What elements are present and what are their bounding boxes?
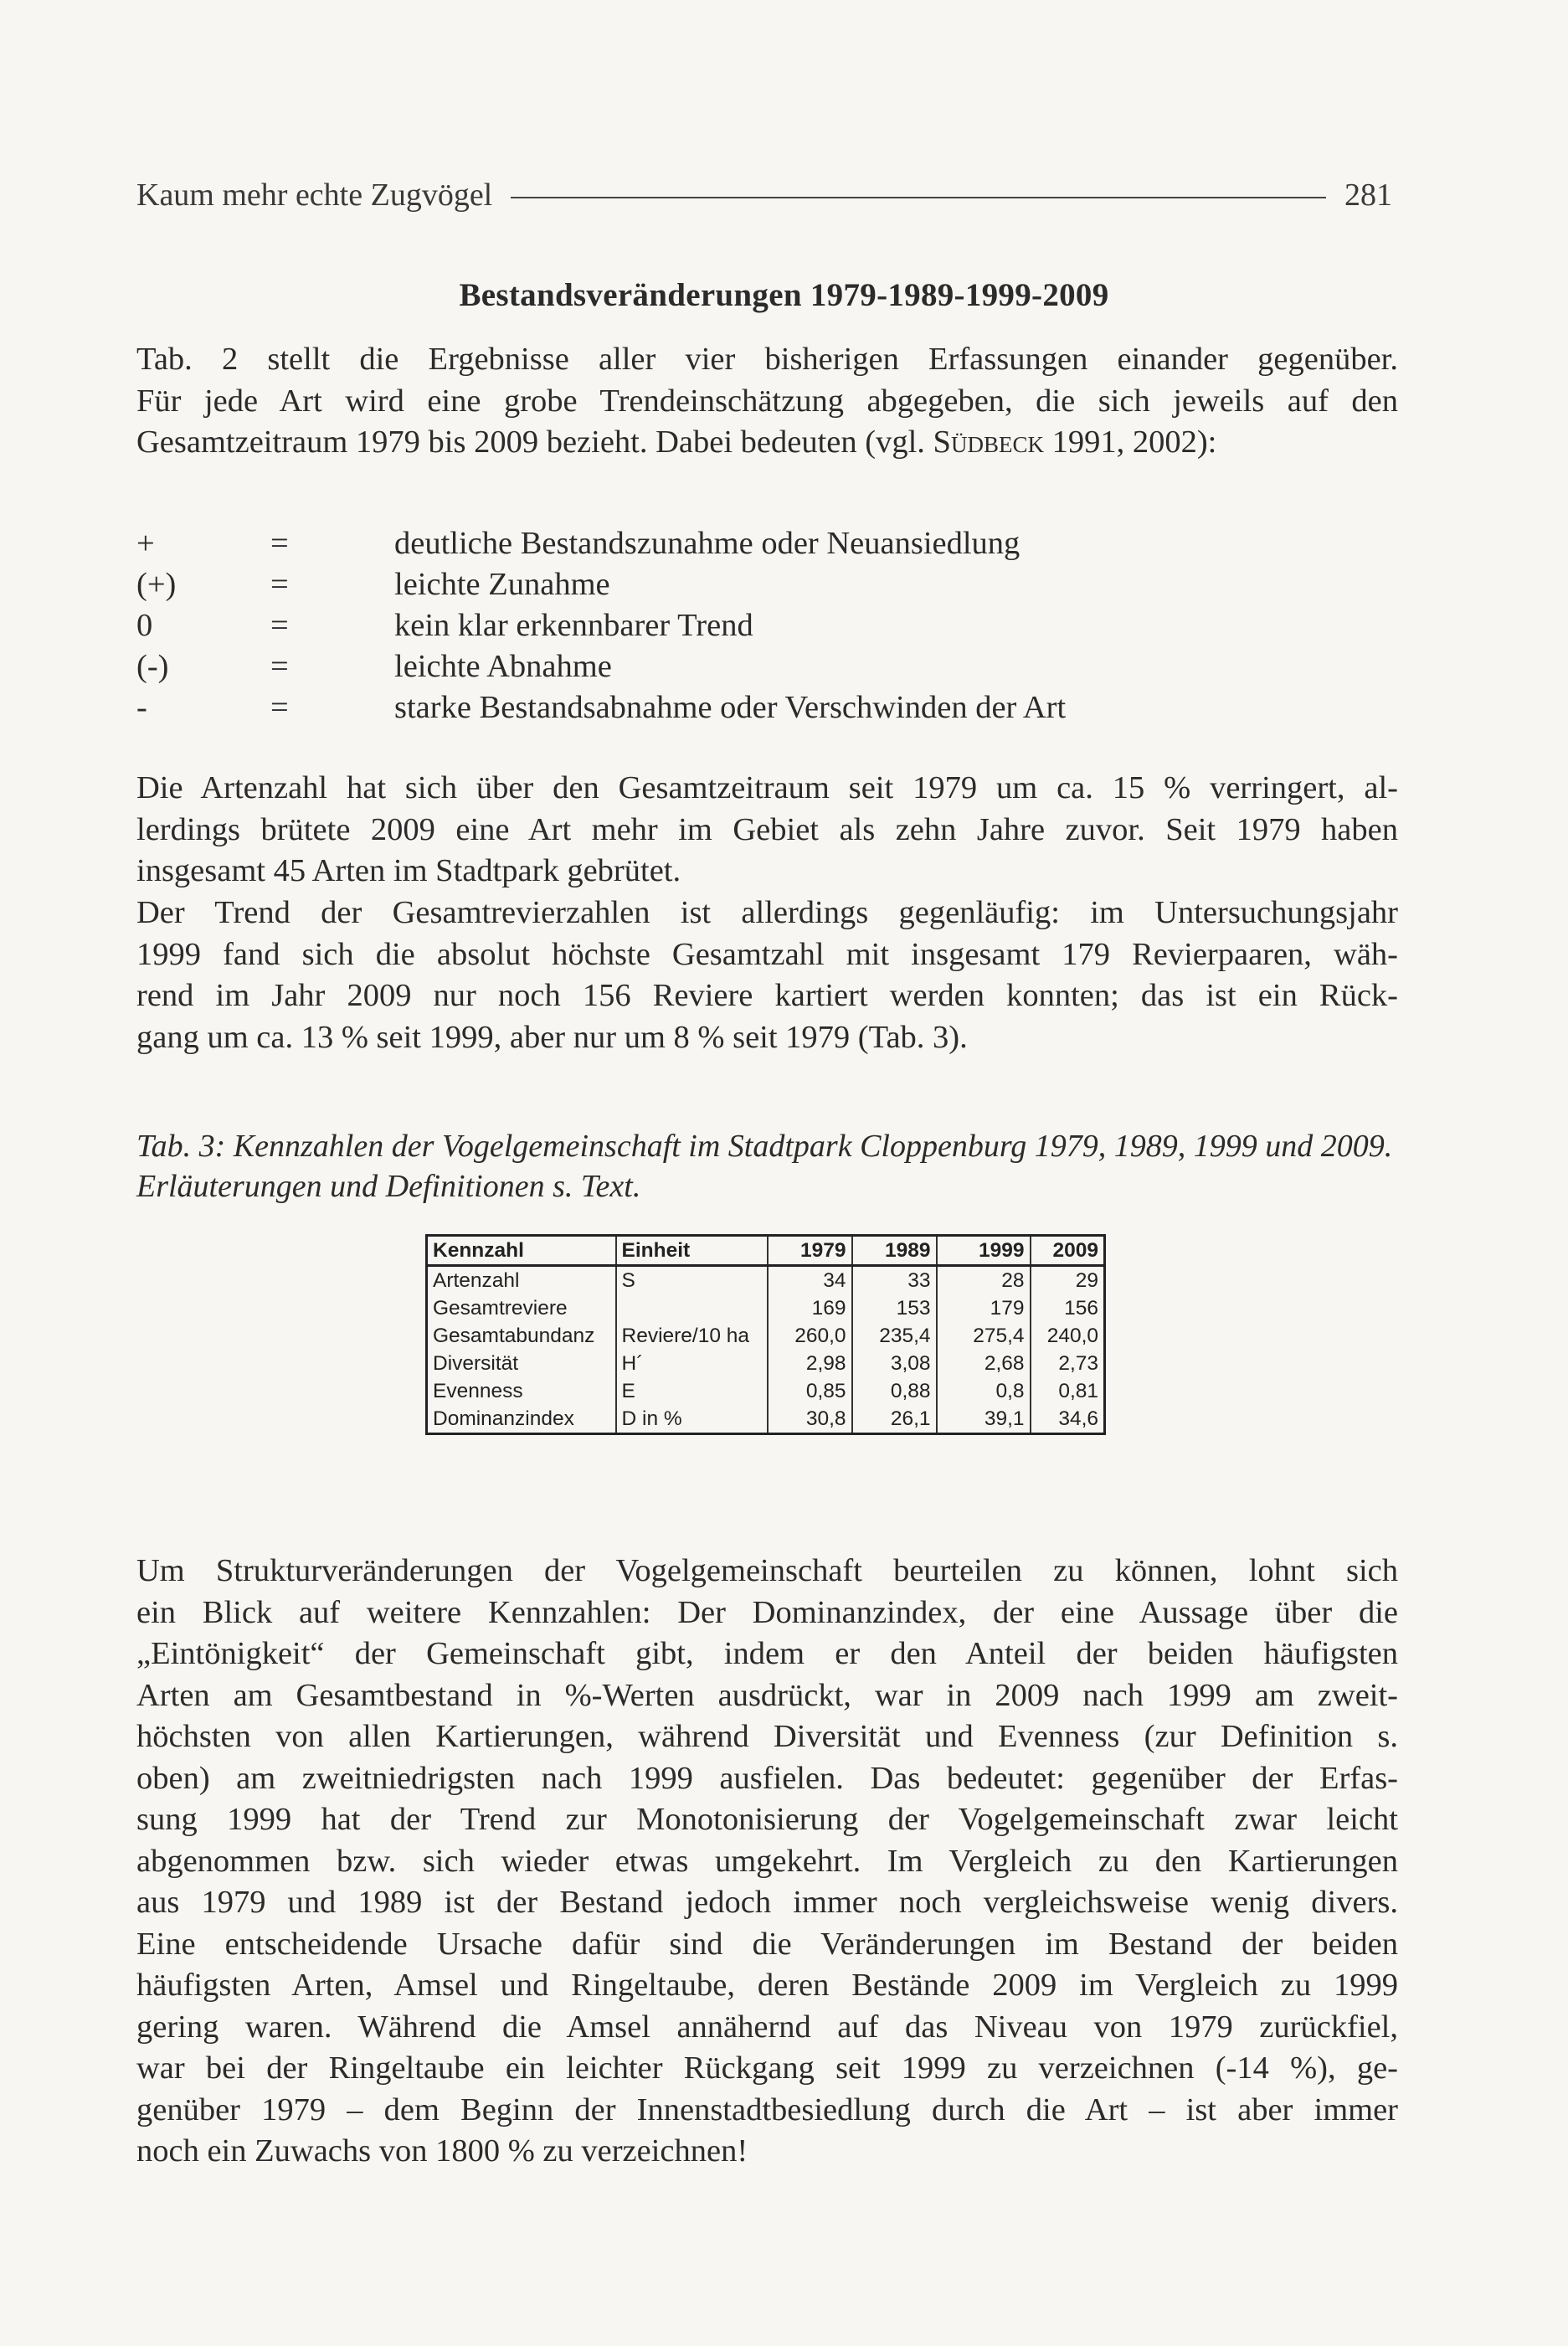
running-header: [136, 174, 1392, 216]
legend-symbol: (+): [136, 567, 177, 602]
text-line: „Eintönigkeit“ der Gemeinschaft gibt, indem er den Anteil der beiden häufigsten: [136, 1636, 1398, 1671]
table-cell: 0,88: [852, 1377, 937, 1405]
caption-line: Erläuterungen und Definitionen s. Text.: [136, 1169, 641, 1204]
author-citation: Südbeck: [933, 424, 1044, 460]
column-header: 1979: [768, 1236, 852, 1266]
text-line: insgesamt 45 Arten im Stadtpark gebrütet.: [136, 853, 681, 888]
table-cell: 29: [1031, 1266, 1105, 1295]
text-line: aus 1979 und 1989 ist der Bestand jedoch immer noch vergleichsweise wenig divers.: [136, 1885, 1398, 1920]
table-container: [425, 1234, 1106, 1435]
table-cell: 2,68: [937, 1350, 1031, 1377]
column-header: 1989: [852, 1236, 937, 1266]
table-row: [427, 1377, 1105, 1405]
text-line: ein Blick auf weitere Kennzahlen: Der Dominanzindex, der eine Aussage über die: [136, 1594, 1398, 1630]
table-cell: 260,0: [768, 1322, 852, 1350]
table-cell: 0,8: [937, 1377, 1031, 1405]
legend-equals: =: [270, 567, 289, 602]
text-line: höchsten von allen Kartierungen, während Diversität und Evenness (zur Definition s.: [136, 1719, 1398, 1754]
table-header-row: [427, 1236, 1105, 1266]
table-row: [427, 1294, 1105, 1322]
table-cell: Gesamtreviere: [427, 1294, 616, 1322]
table-cell: Artenzahl: [427, 1266, 616, 1295]
table-cell: 169: [768, 1294, 852, 1322]
column-header: 2009: [1031, 1236, 1105, 1266]
text-line: Arten am Gesamtbestand in %-Werten ausdrückt, war in 2009 nach 1999 am zweit-: [136, 1677, 1398, 1713]
legend-row: [136, 687, 1392, 728]
text-line: gering waren. Während die Amsel annähernd auf das Niveau von 1979 zurückfiel,: [136, 2009, 1398, 2045]
legend-row: [136, 605, 1392, 646]
key-figures-table: [425, 1234, 1106, 1435]
text-line: oben) am zweitniedrigsten nach 1999 ausfielen. Das bedeutet: gegenüber der Erfas-: [136, 1760, 1398, 1796]
structure-paragraph: [136, 1551, 1398, 2173]
legend-equals: =: [270, 608, 289, 643]
text-line: Für jede Art wird eine grobe Trendeinschätzung abgegeben, die sich jeweils auf den: [136, 383, 1398, 419]
text-line: gang um ca. 13 % seit 1999, aber nur um 8 % seit 1979 (Tab. 3).: [136, 1019, 968, 1055]
table-cell: E: [616, 1377, 768, 1405]
legend-description: starke Bestandsabnahme oder Verschwinden der Art: [394, 690, 1067, 725]
text-line: lerdings brütete 2009 eine Art mehr im Gebiet als zehn Jahre zuvor. Seit 1979 haben: [136, 811, 1398, 847]
table-cell: 26,1: [852, 1405, 937, 1434]
legend-symbol: 0: [136, 608, 153, 643]
text-line: war bei der Ringeltaube ein leichter Rückgang seit 1999 zu verzeichnen (-14 %), ge-: [136, 2050, 1398, 2086]
text-line: häufigsten Arten, Amsel und Ringeltaube, deren Bestände 2009 im Vergleich zu 1999: [136, 1968, 1398, 2003]
table-cell: 2,73: [1031, 1350, 1105, 1377]
text-fragment: 1991, 2002):: [1043, 424, 1217, 460]
legend-equals: =: [270, 526, 289, 561]
table-cell: Dominanzindex: [427, 1405, 616, 1434]
table-caption: [136, 1126, 1398, 1206]
table-cell: 153: [852, 1294, 937, 1322]
table-cell: 156: [1031, 1294, 1105, 1322]
legend-symbol: +: [136, 526, 155, 561]
page-number: 281: [1344, 177, 1392, 213]
table-cell: 30,8: [768, 1405, 852, 1434]
text-line: Tab. 2 stellt die Ergebnisse aller vier bisherigen Erfassungen einander gegenüber.: [136, 342, 1398, 377]
territory-trend-paragraph: [136, 893, 1398, 1058]
text-line: rend im Jahr 2009 nur noch 156 Reviere kartiert werden konnten; das ist ein Rück-: [136, 978, 1398, 1013]
text-line: genüber 1979 – dem Beginn der Innenstadtbesiedlung durch die Art – ist aber immer: [136, 2091, 1398, 2127]
table-row: [427, 1405, 1105, 1434]
text-line: Eine entscheidende Ursache dafür sind die Veränderungen im Bestand der beiden: [136, 1926, 1398, 1962]
table-cell: 2,98: [768, 1350, 852, 1377]
text-line: Um Strukturveränderungen der Vogelgemeinschaft beurteilen zu können, lohnt sich: [136, 1553, 1398, 1588]
legend-symbol: -: [136, 690, 147, 725]
column-header: Kennzahl: [427, 1236, 616, 1266]
table-row: [427, 1266, 1105, 1295]
table-row: [427, 1322, 1105, 1350]
legend-row: [136, 564, 1392, 605]
column-header: 1999: [937, 1236, 1031, 1266]
table-cell: Diversität: [427, 1350, 616, 1377]
text-line: Die Artenzahl hat sich über den Gesamtzeitraum seit 1979 um ca. 15 % verringert, al-: [136, 770, 1398, 805]
trend-legend: [136, 523, 1392, 728]
table-cell: 275,4: [937, 1322, 1031, 1350]
legend-equals: =: [270, 649, 289, 684]
legend-row: [136, 523, 1392, 564]
section-heading: Bestandsveränderungen 1979-1989-1999-2009: [459, 277, 1109, 313]
text-line: [136, 422, 1398, 464]
table-cell: 179: [937, 1294, 1031, 1322]
table-cell: 28: [937, 1266, 1031, 1295]
table-cell: 39,1: [937, 1405, 1031, 1434]
text-line: sung 1999 hat der Trend zur Monotonisierung der Vogelgemeinschaft zwar leicht: [136, 1802, 1398, 1837]
header-rule: [511, 197, 1326, 198]
text-line: abgenommen bzw. sich wieder etwas umgekehrt. Im Vergleich zu den Kartierungen: [136, 1843, 1398, 1879]
legend-description: kein klar erkennbarer Trend: [394, 608, 753, 643]
table-cell: 33: [852, 1266, 937, 1295]
table-cell: 240,0: [1031, 1322, 1105, 1350]
table-cell: 3,08: [852, 1350, 937, 1377]
text-line: Der Trend der Gesamtrevierzahlen ist allerdings gegenläufig: im Untersuchungsjahr: [136, 895, 1398, 930]
intro-paragraph: [136, 339, 1398, 464]
caption-line: Tab. 3: Kennzahlen der Vogelgemeinschaft im Stadtpark Cloppenburg 1979, 1989, 1999 und 2009.: [136, 1129, 1393, 1164]
table-cell: H´: [616, 1350, 768, 1377]
column-header: Einheit: [616, 1236, 768, 1266]
legend-description: leichte Abnahme: [394, 649, 612, 684]
table-cell: 0,85: [768, 1377, 852, 1405]
table-cell: Reviere/10 ha: [616, 1322, 768, 1350]
species-count-paragraph: [136, 768, 1398, 893]
table-cell: D in %: [616, 1405, 768, 1434]
table-cell: Gesamtabundanz: [427, 1322, 616, 1350]
legend-symbol: (-): [136, 649, 169, 684]
table-cell: [616, 1294, 768, 1322]
legend-equals: =: [270, 690, 289, 725]
table-cell: 0,81: [1031, 1377, 1105, 1405]
table-row: [427, 1350, 1105, 1377]
text-fragment: Gesamtzeitraum 1979 bis 2009 bezieht. Dabei bedeuten (vgl.: [136, 424, 933, 460]
running-title: Kaum mehr echte Zugvögel: [136, 177, 493, 213]
table-cell: S: [616, 1266, 768, 1295]
text-line: 1999 fand sich die absolut höchste Gesamtzahl mit insgesamt 179 Revierpaaren, wäh-: [136, 936, 1398, 972]
legend-description: deutliche Bestandszunahme oder Neuansiedlung: [394, 526, 1020, 561]
legend-row: [136, 646, 1392, 687]
table-cell: Evenness: [427, 1377, 616, 1405]
table-cell: 34,6: [1031, 1405, 1105, 1434]
table-cell: 235,4: [852, 1322, 937, 1350]
table-cell: 34: [768, 1266, 852, 1295]
text-line: noch ein Zuwachs von 1800 % zu verzeichnen!: [136, 2133, 748, 2169]
legend-description: leichte Zunahme: [394, 567, 610, 602]
